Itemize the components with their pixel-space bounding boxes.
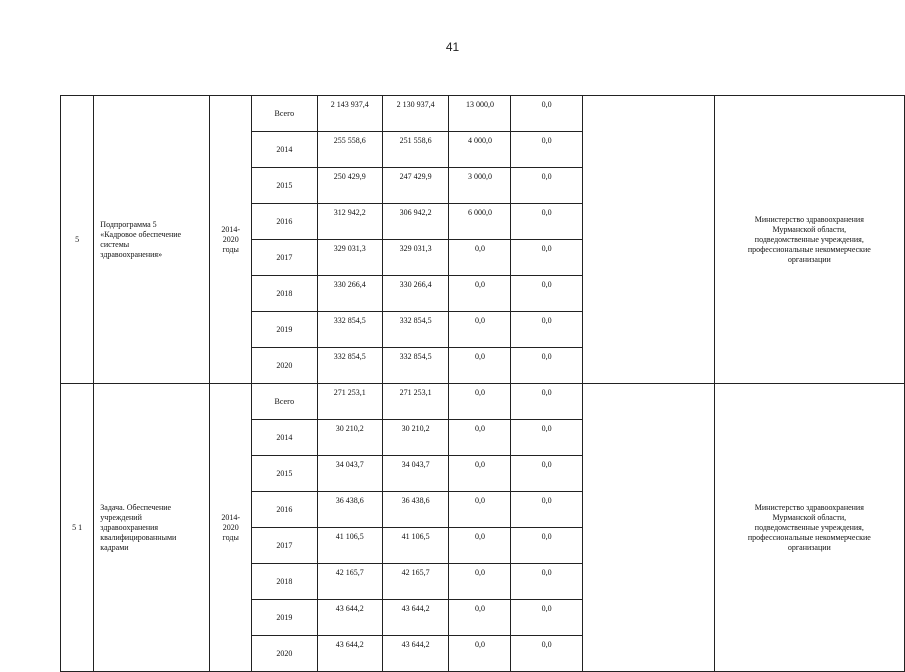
table-row [61, 96, 905, 132]
year-cell: 2019 [251, 312, 317, 348]
value2-cell: 4 000,0 [449, 132, 511, 168]
total-cell: 312 942,2 [317, 204, 382, 240]
item-number: 5 [61, 96, 94, 384]
value3-cell: 0,0 [511, 204, 583, 240]
value2-cell: 0,0 [449, 600, 511, 636]
value1-cell: 332 854,5 [382, 312, 449, 348]
value3-cell: 0,0 [511, 168, 583, 204]
total-cell: 332 854,5 [317, 312, 382, 348]
responsible-org-line: подведомственные учреждения, [754, 234, 864, 244]
total-cell: 43 644,2 [317, 636, 382, 672]
year-cell: 2014 [251, 132, 317, 168]
value2-cell: 6 000,0 [449, 204, 511, 240]
value2-cell: 3 000,0 [449, 168, 511, 204]
year-cell: Всего [251, 96, 317, 132]
responsible-org-line: Мурманской области, [772, 224, 847, 234]
value3-cell: 0,0 [511, 456, 583, 492]
total-cell: 330 266,4 [317, 276, 382, 312]
responsible-org [714, 96, 904, 384]
year-cell: 2020 [251, 636, 317, 672]
year-cell: 2015 [251, 168, 317, 204]
responsible-org-line: профессиональные некоммерческие [747, 532, 871, 542]
value3-cell: 0,0 [511, 96, 583, 132]
value2-cell: 0,0 [449, 348, 511, 384]
item-name-line: квалифицированными [100, 532, 177, 542]
value1-cell: 332 854,5 [382, 348, 449, 384]
responsible-org-line: организации [787, 254, 831, 264]
value2-cell: 0,0 [449, 636, 511, 672]
item-name-line: здравоохранения» [100, 249, 163, 259]
page-number: 41 [445, 40, 460, 54]
item-name [94, 384, 210, 672]
year-cell: 2014 [251, 420, 317, 456]
responsible-org-line: Министерство здравоохранения [754, 502, 864, 512]
total-cell: 332 854,5 [317, 348, 382, 384]
value2-cell: 0,0 [449, 492, 511, 528]
item-name-line: учреждений [100, 512, 142, 522]
value3-cell: 0,0 [511, 420, 583, 456]
value3-cell: 0,0 [511, 600, 583, 636]
value1-cell: 41 106,5 [382, 528, 449, 564]
value1-cell: 271 253,1 [382, 384, 449, 420]
value2-cell: 0,0 [449, 528, 511, 564]
year-cell: 2020 [251, 348, 317, 384]
responsible-org-line: Мурманской области, [772, 512, 847, 522]
item-name [94, 96, 210, 384]
value1-cell: 34 043,7 [382, 456, 449, 492]
responsible-org-line: организации [787, 542, 831, 552]
empty-cell [582, 384, 714, 672]
total-cell: 30 210,2 [317, 420, 382, 456]
total-cell: 271 253,1 [317, 384, 382, 420]
value3-cell: 0,0 [511, 384, 583, 420]
item-name-line: здравоохранения [100, 522, 159, 532]
responsible-org-line: Министерство здравоохранения [754, 214, 864, 224]
table-row [61, 384, 905, 420]
year-cell: 2018 [251, 276, 317, 312]
value3-cell: 0,0 [511, 528, 583, 564]
item-period-line: 2020 [222, 522, 239, 532]
table-body [61, 96, 905, 672]
value1-cell: 30 210,2 [382, 420, 449, 456]
year-cell: 2017 [251, 240, 317, 276]
year-cell: 2017 [251, 528, 317, 564]
total-cell: 42 165,7 [317, 564, 382, 600]
year-cell: Всего [251, 384, 317, 420]
year-cell: 2019 [251, 600, 317, 636]
item-period-line: 2020 [222, 234, 239, 244]
value3-cell: 0,0 [511, 312, 583, 348]
total-cell: 36 438,6 [317, 492, 382, 528]
responsible-org [714, 384, 904, 672]
total-cell: 43 644,2 [317, 600, 382, 636]
value3-cell: 0,0 [511, 636, 583, 672]
value3-cell: 0,0 [511, 276, 583, 312]
item-period [210, 384, 251, 672]
item-period-line: годы [222, 244, 239, 254]
item-period-line: 2014- [221, 224, 241, 234]
value1-cell: 330 266,4 [382, 276, 449, 312]
value2-cell: 0,0 [449, 312, 511, 348]
responsible-org-line: подведомственные учреждения, [754, 522, 864, 532]
value2-cell: 0,0 [449, 420, 511, 456]
item-name-line: системы [100, 239, 130, 249]
total-cell: 41 106,5 [317, 528, 382, 564]
year-cell: 2016 [251, 492, 317, 528]
item-period [210, 96, 251, 384]
value1-cell: 247 429,9 [382, 168, 449, 204]
value1-cell: 36 438,6 [382, 492, 449, 528]
value1-cell: 43 644,2 [382, 636, 449, 672]
value2-cell: 0,0 [449, 240, 511, 276]
value1-cell: 2 130 937,4 [382, 96, 449, 132]
value1-cell: 306 942,2 [382, 204, 449, 240]
item-period-line: 2014- [221, 512, 241, 522]
value2-cell: 13 000,0 [449, 96, 511, 132]
responsible-org-line: профессиональные некоммерческие [747, 244, 871, 254]
value2-cell: 0,0 [449, 564, 511, 600]
year-cell: 2015 [251, 456, 317, 492]
total-cell: 250 429,9 [317, 168, 382, 204]
value3-cell: 0,0 [511, 132, 583, 168]
value2-cell: 0,0 [449, 384, 511, 420]
item-name-line: Задача. Обеспечение [100, 502, 172, 512]
value1-cell: 329 031,3 [382, 240, 449, 276]
empty-cell [582, 96, 714, 384]
value1-cell: 251 558,6 [382, 132, 449, 168]
value3-cell: 0,0 [511, 492, 583, 528]
value1-cell: 43 644,2 [382, 600, 449, 636]
value2-cell: 0,0 [449, 456, 511, 492]
item-period-line: годы [222, 532, 239, 542]
value3-cell: 0,0 [511, 348, 583, 384]
item-name-line: кадрами [100, 542, 129, 552]
item-name-line: Подпрограмма 5 [100, 219, 157, 229]
value2-cell: 0,0 [449, 276, 511, 312]
value3-cell: 0,0 [511, 564, 583, 600]
item-number: 5 1 [61, 384, 94, 672]
total-cell: 255 558,6 [317, 132, 382, 168]
total-cell: 2 143 937,4 [317, 96, 382, 132]
budget-table [60, 95, 905, 672]
value1-cell: 42 165,7 [382, 564, 449, 600]
year-cell: 2018 [251, 564, 317, 600]
total-cell: 34 043,7 [317, 456, 382, 492]
total-cell: 329 031,3 [317, 240, 382, 276]
value3-cell: 0,0 [511, 240, 583, 276]
item-name-line: «Кадровое обеспечение [100, 229, 182, 239]
year-cell: 2016 [251, 204, 317, 240]
